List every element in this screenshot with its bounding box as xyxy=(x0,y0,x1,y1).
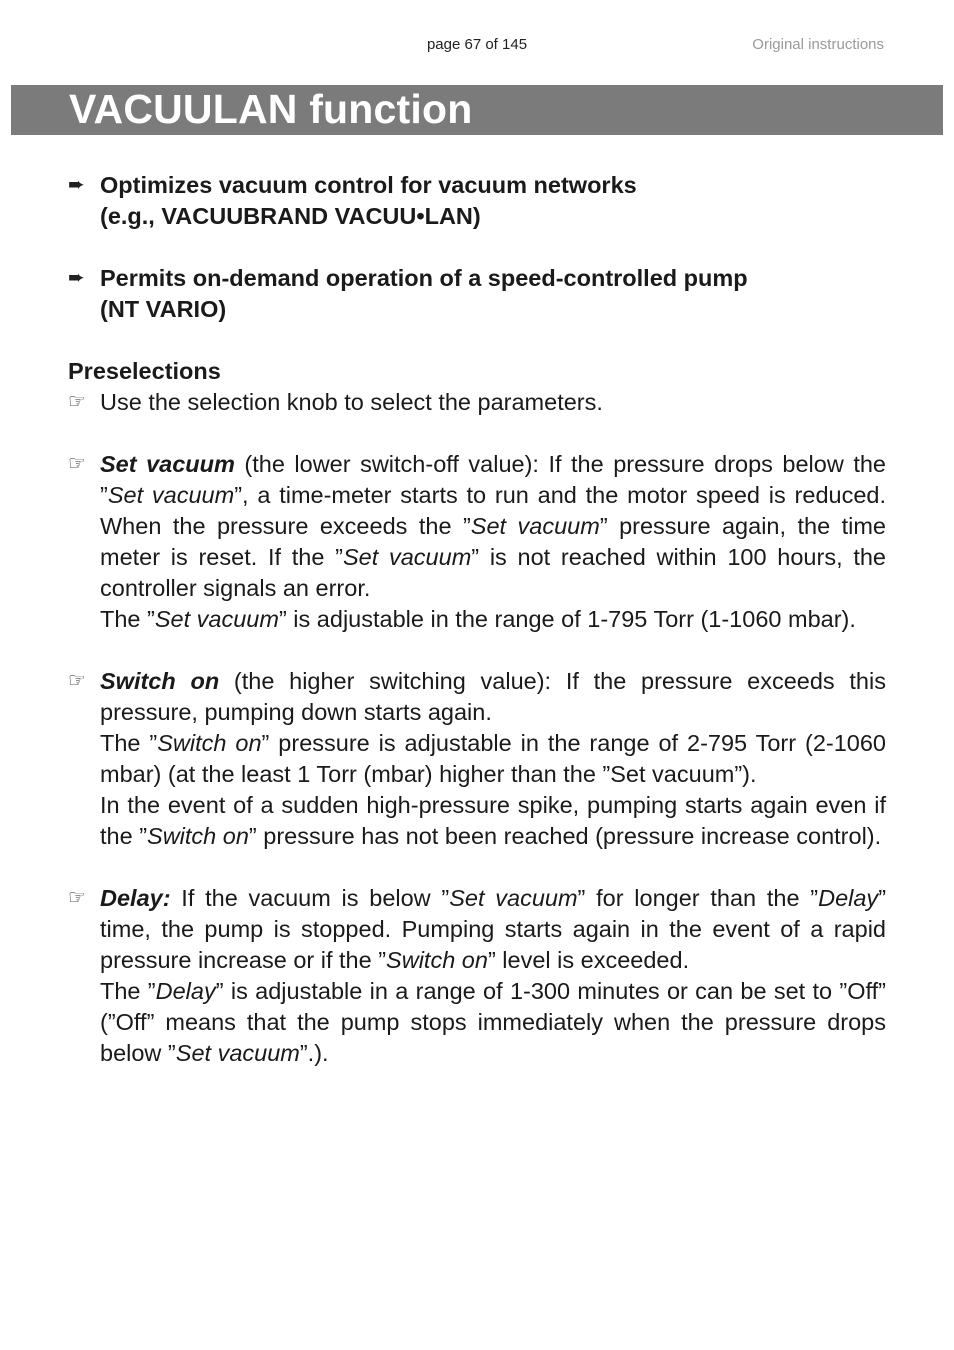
feature-line: Permits on-demand operation of a speed-controlled pump xyxy=(100,265,748,291)
parameter-paragraph: The ”Set vacuum” is adjustable in the range of 1-795 Torr (1-1060 mbar). xyxy=(100,606,856,632)
parameter-paragraph: Set vacuum (the lower switch-off value): If the pressure drops below the ”Set vacuum”, a time-meter starts to run and the motor speed is reduced. When the pressure exceeds the ”Set vacuum” pressure again, the time meter is reset. If the ”Set vacuum” is not reached within 100 hours, the controller signals an error. xyxy=(100,451,887,601)
feature-line: Optimizes vacuum control for vacuum networks xyxy=(100,172,637,198)
parameter-set-vacuum xyxy=(68,449,886,635)
header-note: Original instructions xyxy=(752,36,884,53)
page-number: page 67 of 145 xyxy=(426,36,528,53)
pointing-hand-icon: ☞ xyxy=(68,391,86,413)
arrow-right-icon: ➨ xyxy=(68,174,85,196)
arrow-right-icon: ➨ xyxy=(68,267,85,289)
parameter-paragraph: The ”Delay” is adjustable in a range of 1-300 minutes or can be set to ”Off” (”Off” means that the pump stops immediately when the pressure drops below ”Set vacuum”.). xyxy=(100,978,886,1066)
instruction-text: Use the selection knob to select the parameters. xyxy=(100,389,603,415)
parameter-term: Delay: xyxy=(100,885,171,911)
pointing-hand-icon: ☞ xyxy=(68,887,86,909)
feature-line: (NT VARIO) xyxy=(100,296,227,322)
instruction-item xyxy=(68,387,886,418)
parameter-paragraph: Switch on (the higher switching value): If the pressure exceeds this pressure, pumping down starts again. xyxy=(100,668,886,725)
parameter-paragraph: In the event of a sudden high-pressure spike, pumping starts again even if the ”Switch on” pressure has not been reached (pressure increase control). xyxy=(100,792,886,849)
parameter-term: Switch on xyxy=(100,668,220,694)
section-heading: Preselections xyxy=(68,358,221,384)
parameter-paragraph: The ”Switch on” pressure is adjustable in the range of 2-795 Torr (2-1060 mbar) (at the least 1 Torr (mbar) higher than the ”Set vacuum”). xyxy=(100,730,886,787)
page-content xyxy=(68,170,886,1069)
parameter-term: Set vacuum xyxy=(100,451,235,477)
feature-item xyxy=(68,263,886,325)
parameter-switch-on xyxy=(68,666,886,852)
feature-item xyxy=(68,170,886,232)
pointing-hand-icon: ☞ xyxy=(68,670,86,692)
title-bar xyxy=(11,85,943,135)
parameter-delay xyxy=(68,883,886,1069)
feature-line: (e.g., VACUUBRAND VACUU•LAN) xyxy=(100,203,481,229)
parameter-paragraph: Delay: If the vacuum is below ”Set vacuum” for longer than the ”Delay” time, the pump is stopped. Pumping starts again in the event of a rapid pressure increase or if the ”Switch on” level is exceeded. xyxy=(100,885,887,973)
pointing-hand-icon: ☞ xyxy=(68,453,86,475)
page-title: VACUULAN function xyxy=(69,86,473,132)
